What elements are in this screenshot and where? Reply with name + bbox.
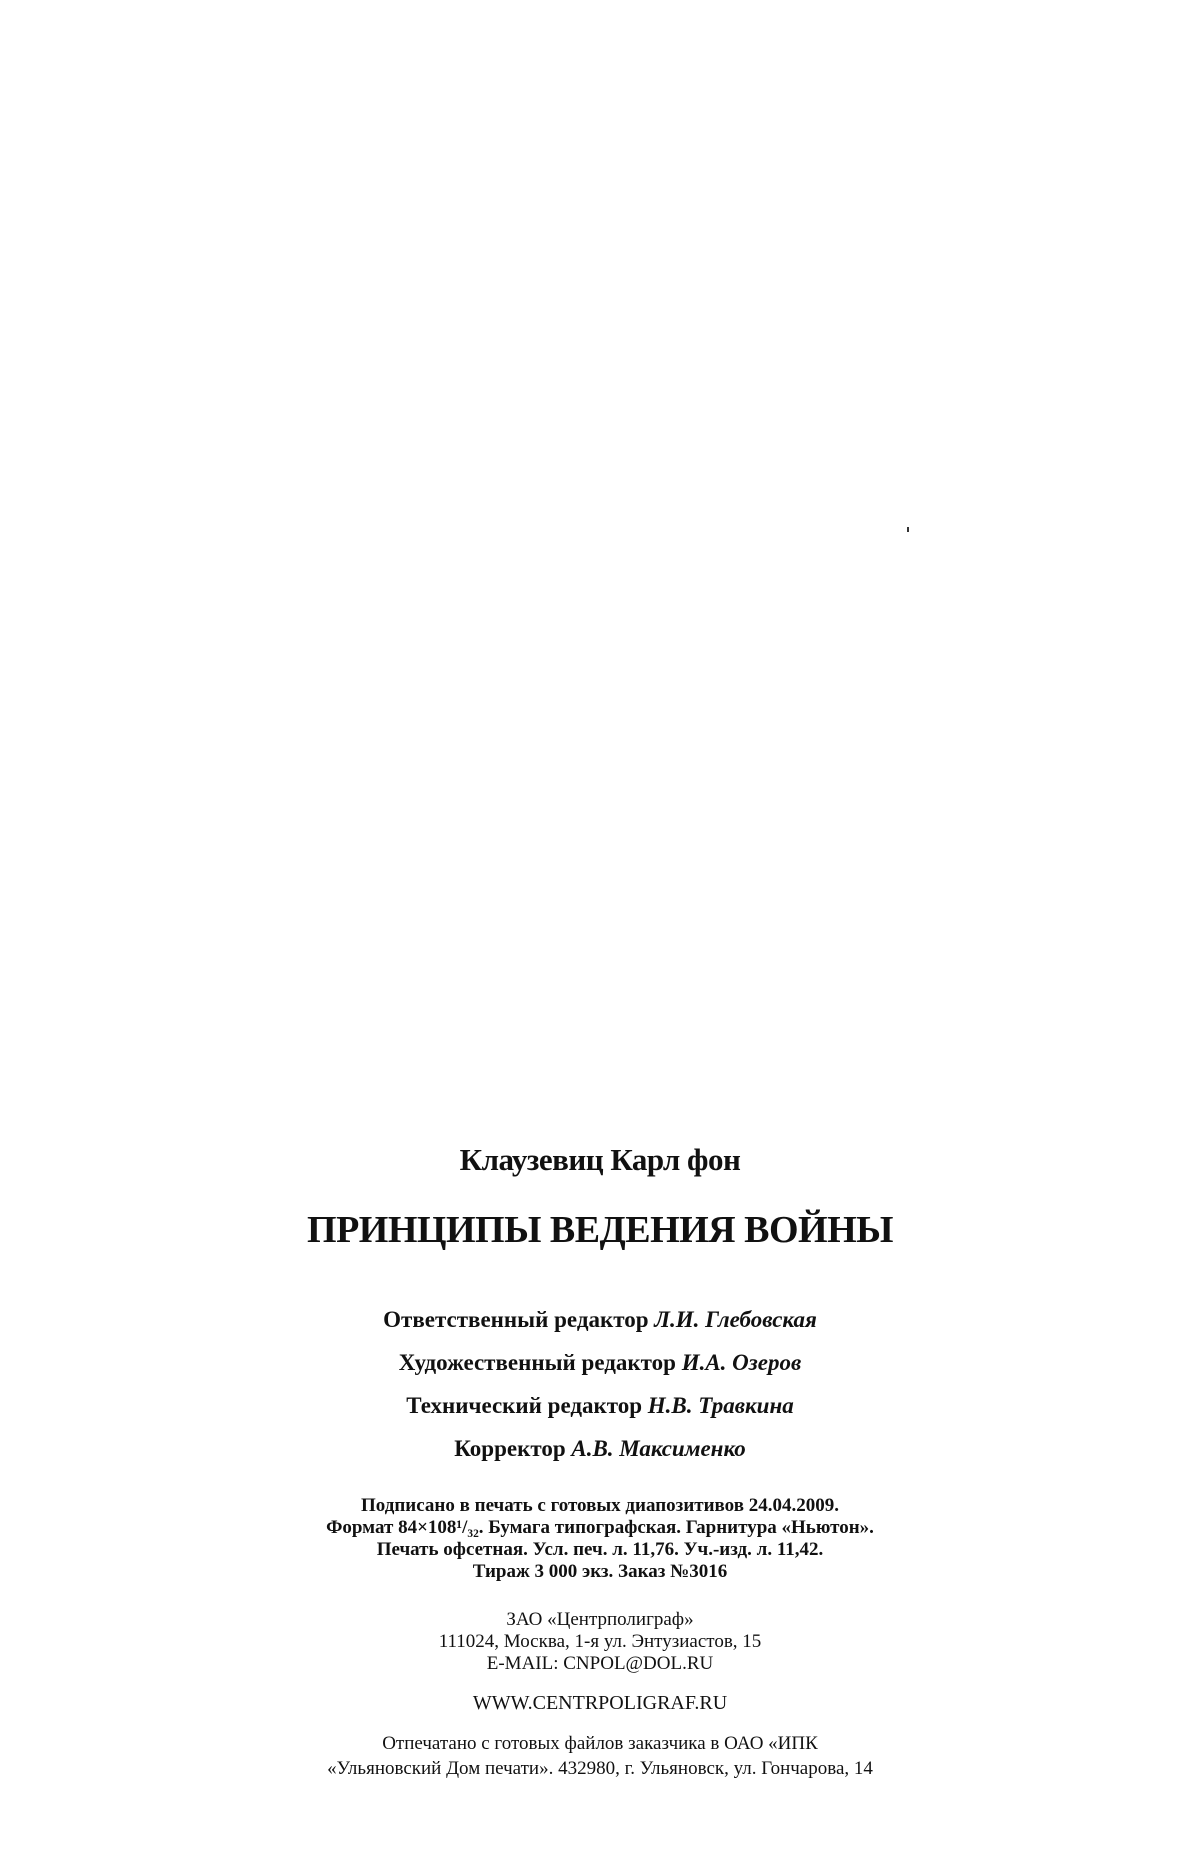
printer-info	[0, 1731, 1200, 1781]
credits-list	[0, 1298, 1200, 1470]
credit-role: Ответственный редактор	[383, 1307, 649, 1332]
imprint-line: Печать офсетная. Усл. печ. л. 11,76. Уч.-изд. л. 11,42.	[376, 1539, 824, 1560]
credit-person: И.А. Озеров	[681, 1350, 802, 1375]
credit-role: Корректор	[454, 1436, 566, 1461]
publisher-info	[0, 1609, 1200, 1675]
imprint-line: Формат 84×108¹/₃₂. Бумага типографская. Гарнитура «Ньютон».	[326, 1517, 874, 1538]
credit-person: А.В. Максименко	[571, 1436, 746, 1461]
scan-speck	[907, 527, 909, 532]
credit-person: Л.И. Глебовская	[654, 1307, 817, 1332]
credit-line	[0, 1298, 1200, 1341]
publisher-email: E-MAIL: CNPOL@DOL.RU	[486, 1653, 714, 1674]
credit-line	[0, 1427, 1200, 1470]
credit-role: Художественный редактор	[398, 1350, 676, 1375]
imprint-line: Подписано в печать с готовых диапозитивов 24.04.2009.	[361, 1495, 839, 1516]
imprint-line: Тираж 3 000 экз. Заказ №3016	[472, 1561, 728, 1582]
printer-line: «Ульяновский Дом печати». 432980, г. Ульяновск, ул. Гончарова, 14	[327, 1758, 873, 1779]
imprint-details	[0, 1495, 1200, 1583]
publisher-address: 111024, Москва, 1-я ул. Энтузиастов, 15	[438, 1631, 762, 1652]
credit-person: Н.В. Травкина	[647, 1393, 794, 1418]
printer-line: Отпечатано с готовых файлов заказчика в ОАО «ИПК	[382, 1733, 818, 1754]
credit-role: Технический редактор	[406, 1393, 643, 1418]
publisher-name: ЗАО «Центрполиграф»	[506, 1609, 694, 1630]
author-name: Клаузевиц Карл фон	[459, 1142, 741, 1177]
book-title: ПРИНЦИПЫ ВЕДЕНИЯ ВОЙНЫ	[307, 1209, 893, 1251]
credit-line	[0, 1341, 1200, 1384]
credit-line	[0, 1384, 1200, 1427]
publisher-website: WWW.CENTRPOLIGRAF.RU	[472, 1692, 728, 1714]
